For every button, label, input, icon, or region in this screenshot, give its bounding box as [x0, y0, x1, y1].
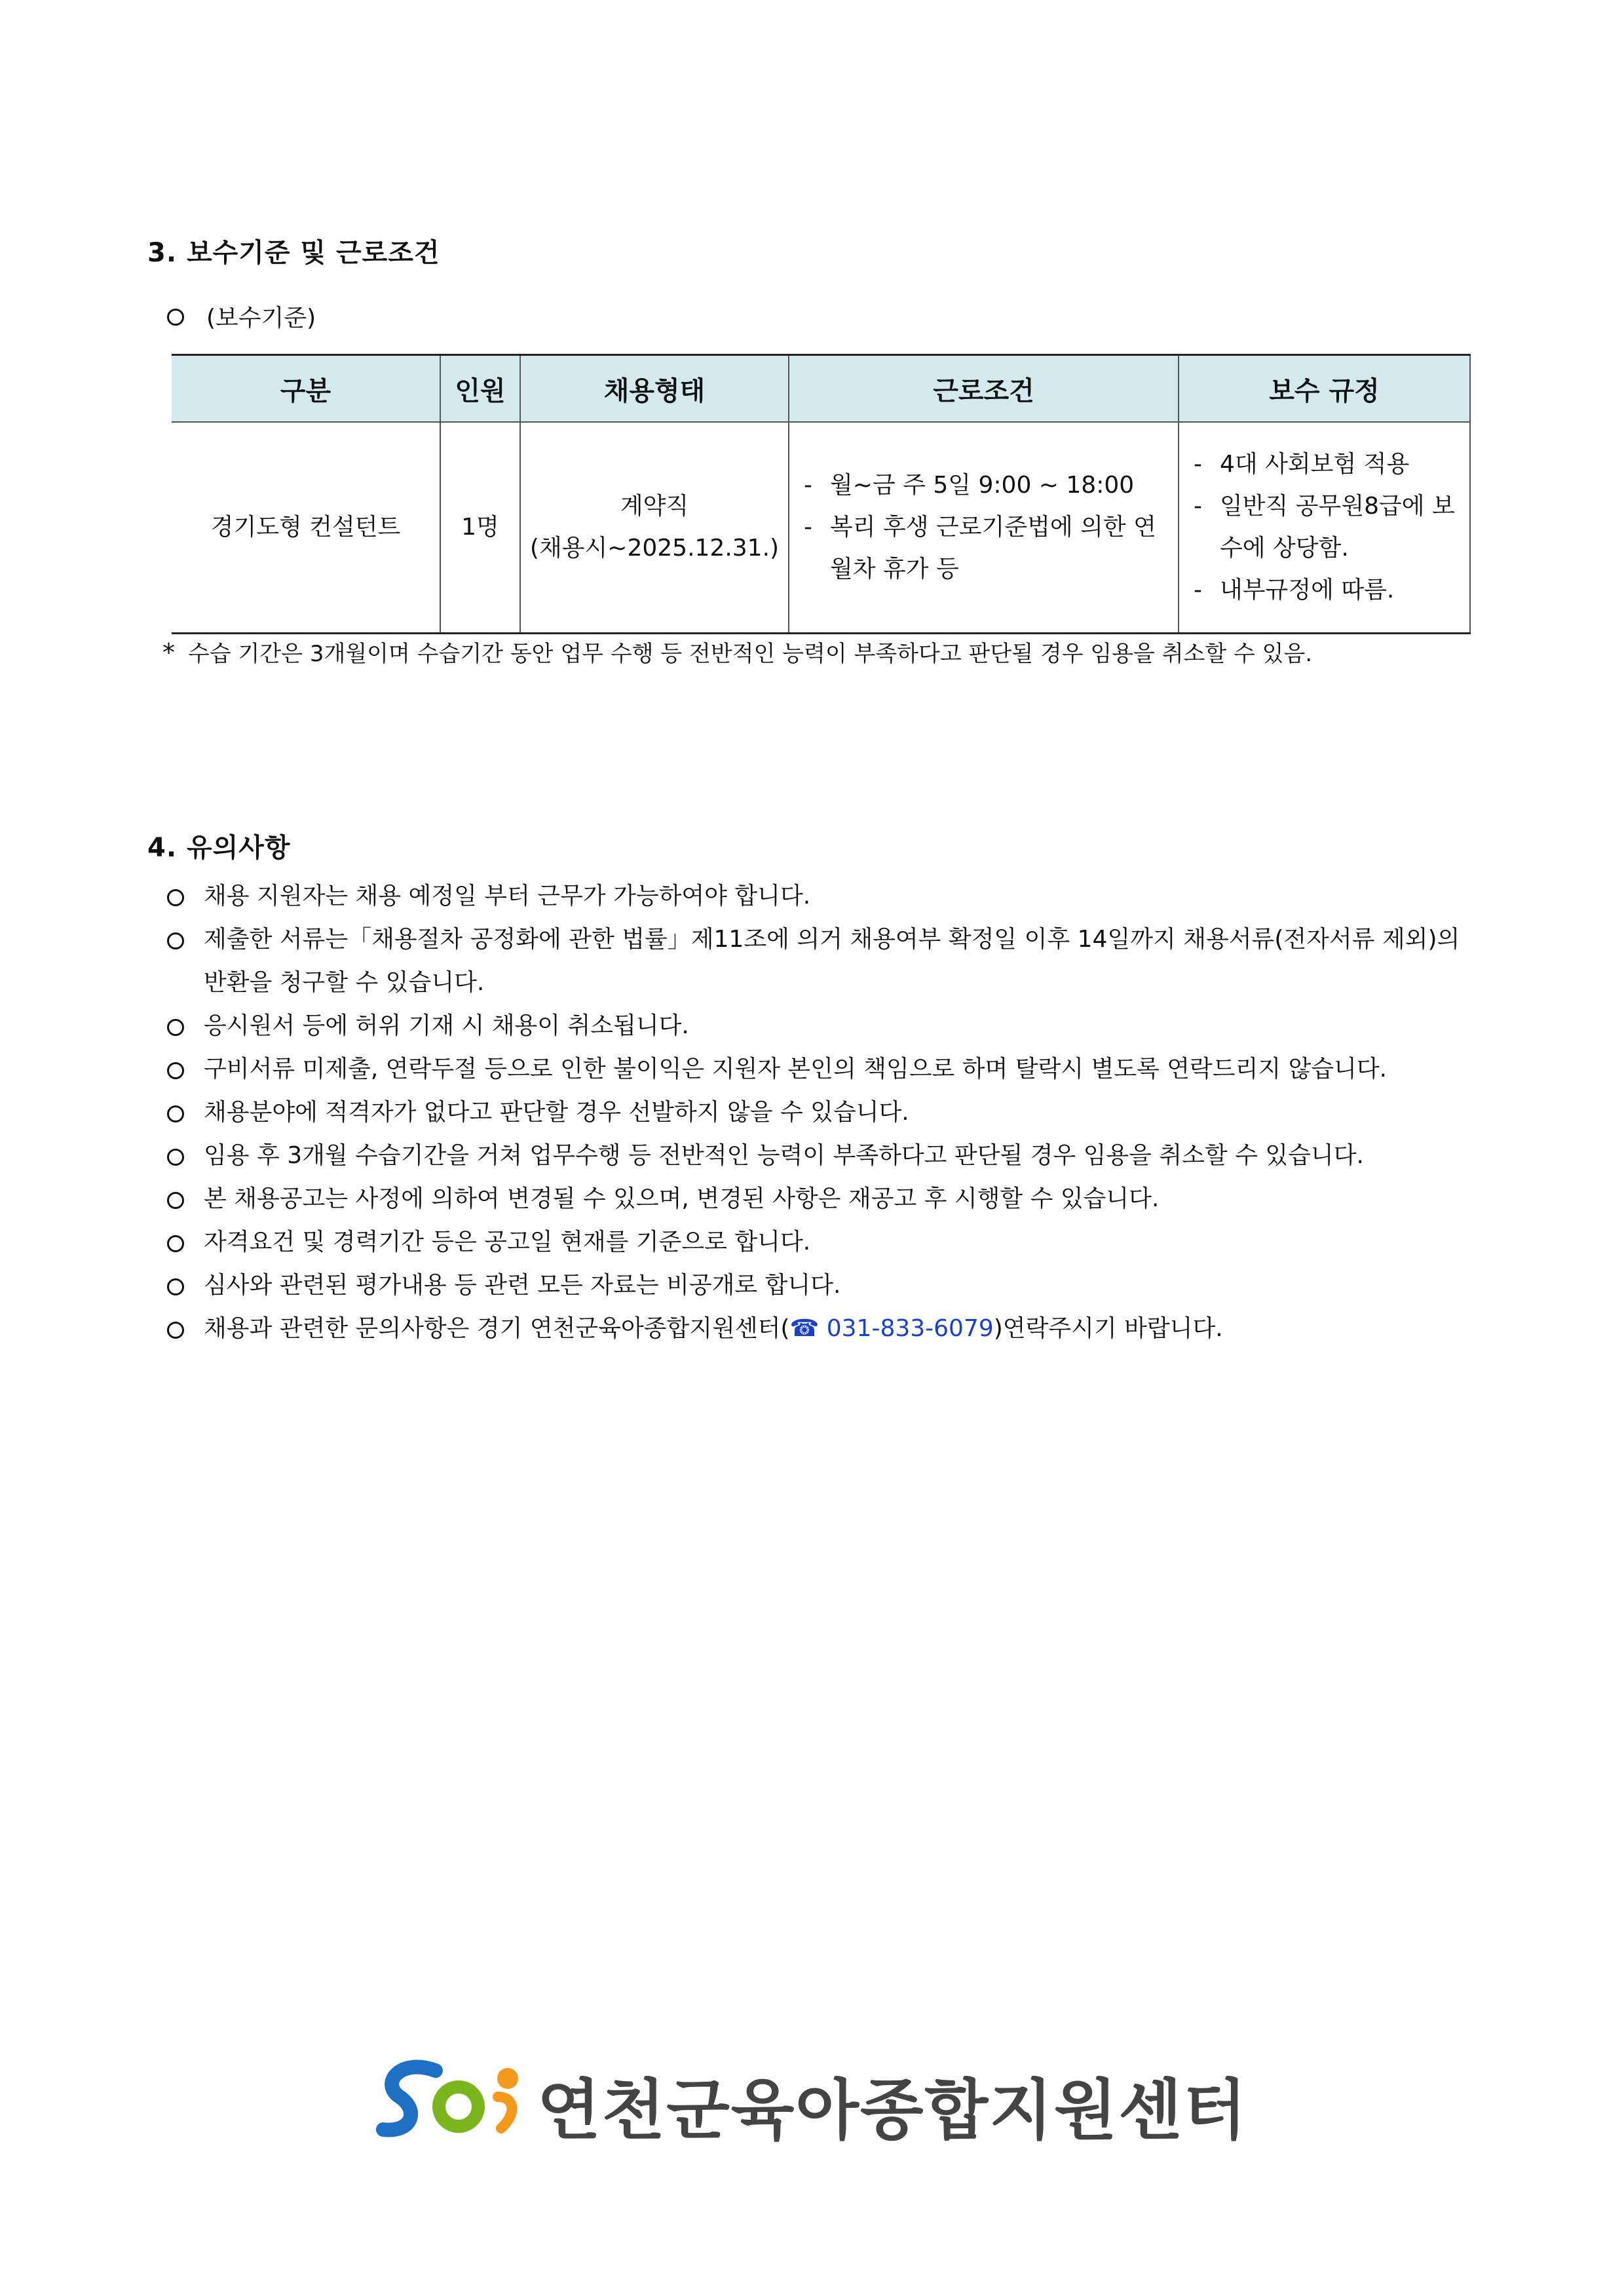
header-employment-type: 채용형태 — [520, 355, 789, 423]
header-category: 구분 — [172, 355, 440, 423]
list-item: 구비서류 미제출, 연락두절 등으로 인한 불이익은 지원자 본인의 책임으로 하며 탈락시 별도록 연락드리지 않습니다. — [167, 1048, 1477, 1091]
circle-bullet-icon — [167, 309, 184, 326]
contact-phone[interactable]: ☎ 031-833-6079 — [789, 1315, 994, 1342]
circle-bullet-icon — [167, 932, 184, 949]
list-item: 자격요건 및 경력기간 등은 공고일 현재를 기준으로 합니다. — [167, 1221, 1477, 1264]
pay-rule-item: - 4대 사회보험 적용 — [1194, 451, 1410, 478]
circle-bullet-icon — [167, 1192, 184, 1209]
list-item: 채용 지원자는 채용 예정일 부터 근무가 가능하여야 합니다. — [167, 875, 1477, 918]
header-pay-rules: 보수 규정 — [1179, 355, 1470, 423]
condition-item: - 월~금 주 5일 9:00 ~ 18:00 — [804, 472, 1135, 499]
center-logo — [373, 2051, 1248, 2149]
section-3-title: 3. 보수기준 및 근로조건 — [147, 238, 440, 268]
logo-mark-icon — [373, 2051, 531, 2143]
contact-item: 채용과 관련한 문의사항은 경기 연천군육아종합지원센터(☎ 031-833-6079)연락주시기 바랍니다. — [167, 1307, 1477, 1350]
notice-list — [167, 875, 1477, 1350]
circle-bullet-icon — [167, 1278, 184, 1295]
list-item: 심사와 관련된 평가내용 등 관련 모든 자료는 비공개로 합니다. — [167, 1264, 1477, 1307]
circle-bullet-icon — [167, 1105, 184, 1122]
probation-note: * 수습 기간은 3개월이며 수습기간 동안 업무 수행 등 전반적인 능력이 부족하다고 판단될 경우 임용을 취소할 수 있음. — [162, 638, 1313, 667]
table-row — [172, 422, 1470, 634]
cell-conditions — [789, 422, 1179, 634]
pay-standard-subtitle: (보수기준) — [167, 299, 316, 333]
circle-bullet-icon — [167, 1149, 184, 1166]
circle-bullet-icon — [167, 1322, 184, 1339]
list-item: 본 채용공고는 사정에 의하여 변경될 수 있으며, 변경된 사항은 재공고 후 시행할 수 있습니다. — [167, 1177, 1477, 1221]
pay-conditions-table — [172, 354, 1471, 634]
section-4-title: 4. 유의사항 — [147, 833, 291, 863]
circle-bullet-icon — [167, 889, 184, 906]
cell-category: 경기도형 컨설턴트 — [172, 422, 440, 634]
table-header-row — [172, 355, 1470, 423]
logo-text: 연천군육아종합지원센터 — [537, 2072, 1248, 2149]
list-item: 제출한 서류는「채용절차 공정화에 관한 법률」제11조에 의거 채용여부 확정일 이후 14일까지 채용서류(전자서류 제외)의 반환을 청구할 수 있습니다. — [167, 918, 1477, 1004]
circle-bullet-icon — [167, 1062, 184, 1079]
cell-employment-type: 계약직 (채용시~2025.12.31.) — [520, 422, 789, 634]
pay-rule-item: - 일반직 공무원8급에 보수에 상당함. — [1194, 493, 1455, 562]
header-conditions: 근로조건 — [789, 355, 1179, 423]
pay-rule-item: - 내부규정에 따름. — [1194, 577, 1395, 603]
header-count: 인원 — [440, 355, 520, 423]
cell-count: 1명 — [440, 422, 520, 634]
list-item: 채용분야에 적격자가 없다고 판단할 경우 선발하지 않을 수 있습니다. — [167, 1091, 1477, 1134]
list-item: 응시원서 등에 허위 기재 시 채용이 취소됩니다. — [167, 1004, 1477, 1048]
cell-pay-rules — [1179, 422, 1470, 634]
list-item: 임용 후 3개월 수습기간을 거쳐 업무수행 등 전반적인 능력이 부족하다고 판단될 경우 임용을 취소할 수 있습니다. — [167, 1134, 1477, 1177]
circle-bullet-icon — [167, 1235, 184, 1252]
condition-item: - 복리 후생 근로기준법에 의한 연월차 휴가 등 — [804, 514, 1156, 583]
circle-bullet-icon — [167, 1019, 184, 1036]
asterisk-mark: * — [162, 638, 175, 667]
